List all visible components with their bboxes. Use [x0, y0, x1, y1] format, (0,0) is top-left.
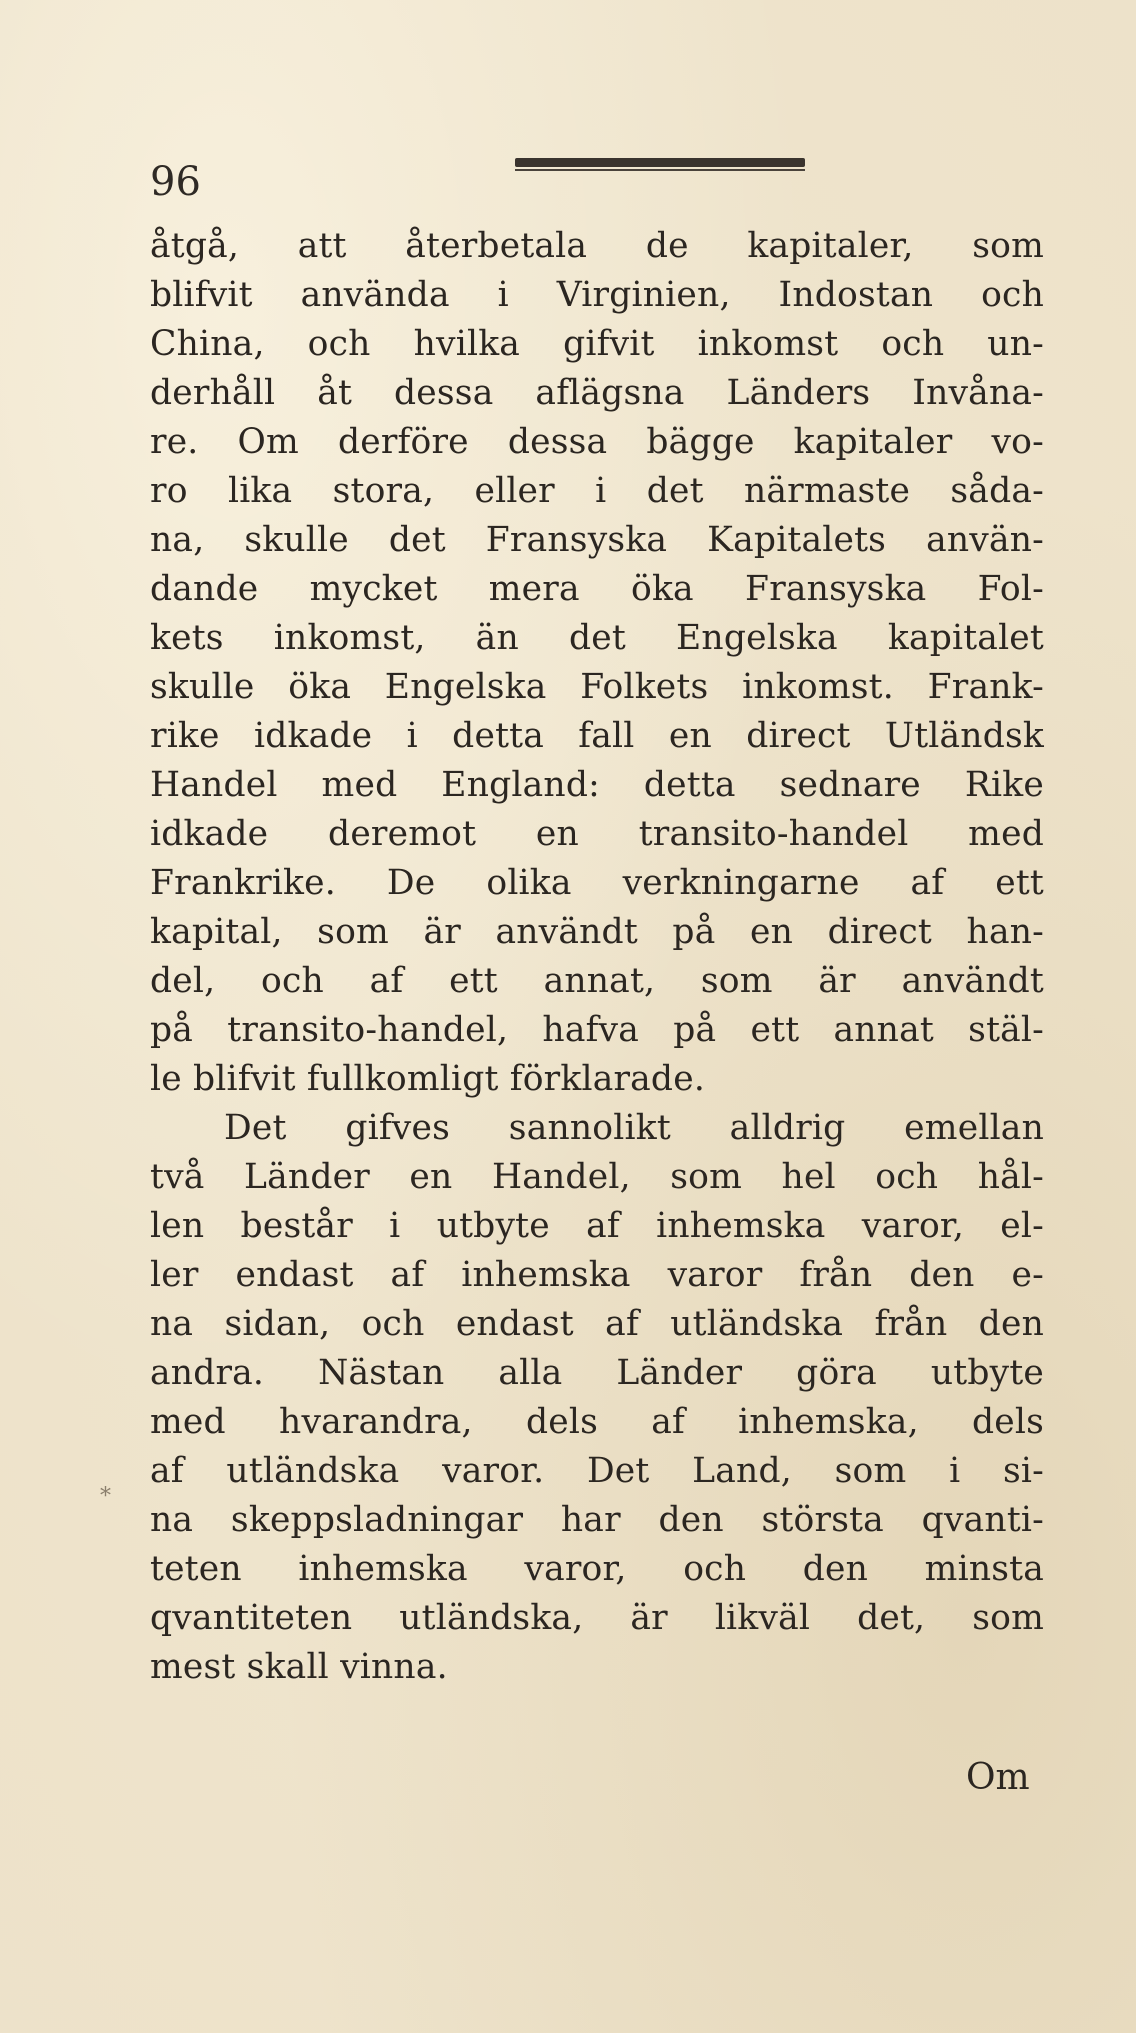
text-line: Frankrike. De olika verkningarne af ett	[150, 863, 1044, 903]
page-number: 96	[150, 159, 201, 205]
page-header	[150, 150, 1050, 220]
text-line: kapital, som är användt på en direct han-	[150, 912, 1044, 952]
text-line: teten inhemska varor, och den minsta	[150, 1549, 1044, 1589]
header-rule-ornament	[515, 158, 805, 172]
text-line: ro lika stora, eller i det närmaste såda-	[150, 471, 1044, 511]
text-line: kets inkomst, än det Engelska kapitalet	[150, 618, 1044, 658]
text-line: skulle öka Engelska Folkets inkomst. Frank-	[150, 667, 1044, 707]
text-line: le blifvit fullkomligt förklarade.	[150, 1059, 705, 1099]
text-line: na skeppsladningar har den största qvanti-	[150, 1500, 1044, 1540]
text-line: del, och af ett annat, som är användt	[150, 961, 1044, 1001]
text-line: af utländska varor. Det Land, som i si-	[150, 1451, 1044, 1491]
text-line: ler endast af inhemska varor från den e-	[150, 1255, 1044, 1295]
text-line: på transito-handel, hafva på ett annat stäl-	[150, 1010, 1044, 1050]
header-rule-thin	[515, 169, 805, 171]
text-line: Det gifves sannolikt alldrig emellan	[224, 1108, 1044, 1148]
text-line: na sidan, och endast af utländska från den	[150, 1304, 1044, 1344]
text-line: na, skulle det Fransyska Kapitalets använ-	[150, 520, 1044, 560]
text-line: China, och hvilka gifvit inkomst och un-	[150, 324, 1044, 364]
text-line: andra. Nästan alla Länder göra utbyte	[150, 1353, 1044, 1393]
text-line: rike idkade i detta fall en direct Utländsk	[150, 716, 1044, 756]
text-line: re. Om derföre dessa bägge kapitaler vo-	[150, 422, 1044, 462]
header-rule-thick	[515, 158, 805, 167]
margin-mark: *	[100, 1484, 111, 1509]
text-line: mest skall vinna.	[150, 1647, 448, 1687]
text-line: Handel med England: detta sednare Rike	[150, 765, 1044, 805]
text-line: idkade deremot en transito-handel med	[150, 814, 1044, 854]
text-line: åtgå, att återbetala de kapitaler, som	[150, 226, 1044, 266]
text-line: med hvarandra, dels af inhemska, dels	[150, 1402, 1044, 1442]
text-line: derhåll åt dessa aflägsna Länders Invåna-	[150, 373, 1044, 413]
text-line: dande mycket mera öka Fransyska Fol-	[150, 569, 1044, 609]
catchword: Om	[966, 1757, 1030, 1798]
text-line: två Länder en Handel, som hel och hål-	[150, 1157, 1044, 1197]
body-text	[150, 222, 1044, 1692]
text-line: qvantiteten utländska, är likväl det, som	[150, 1598, 1044, 1638]
paragraph-1	[150, 222, 1044, 1104]
text-line: len består i utbyte af inhemska varor, el-	[150, 1206, 1044, 1246]
text-line: blifvit använda i Virginien, Indostan och	[150, 275, 1044, 315]
paragraph-2	[150, 1104, 1044, 1692]
